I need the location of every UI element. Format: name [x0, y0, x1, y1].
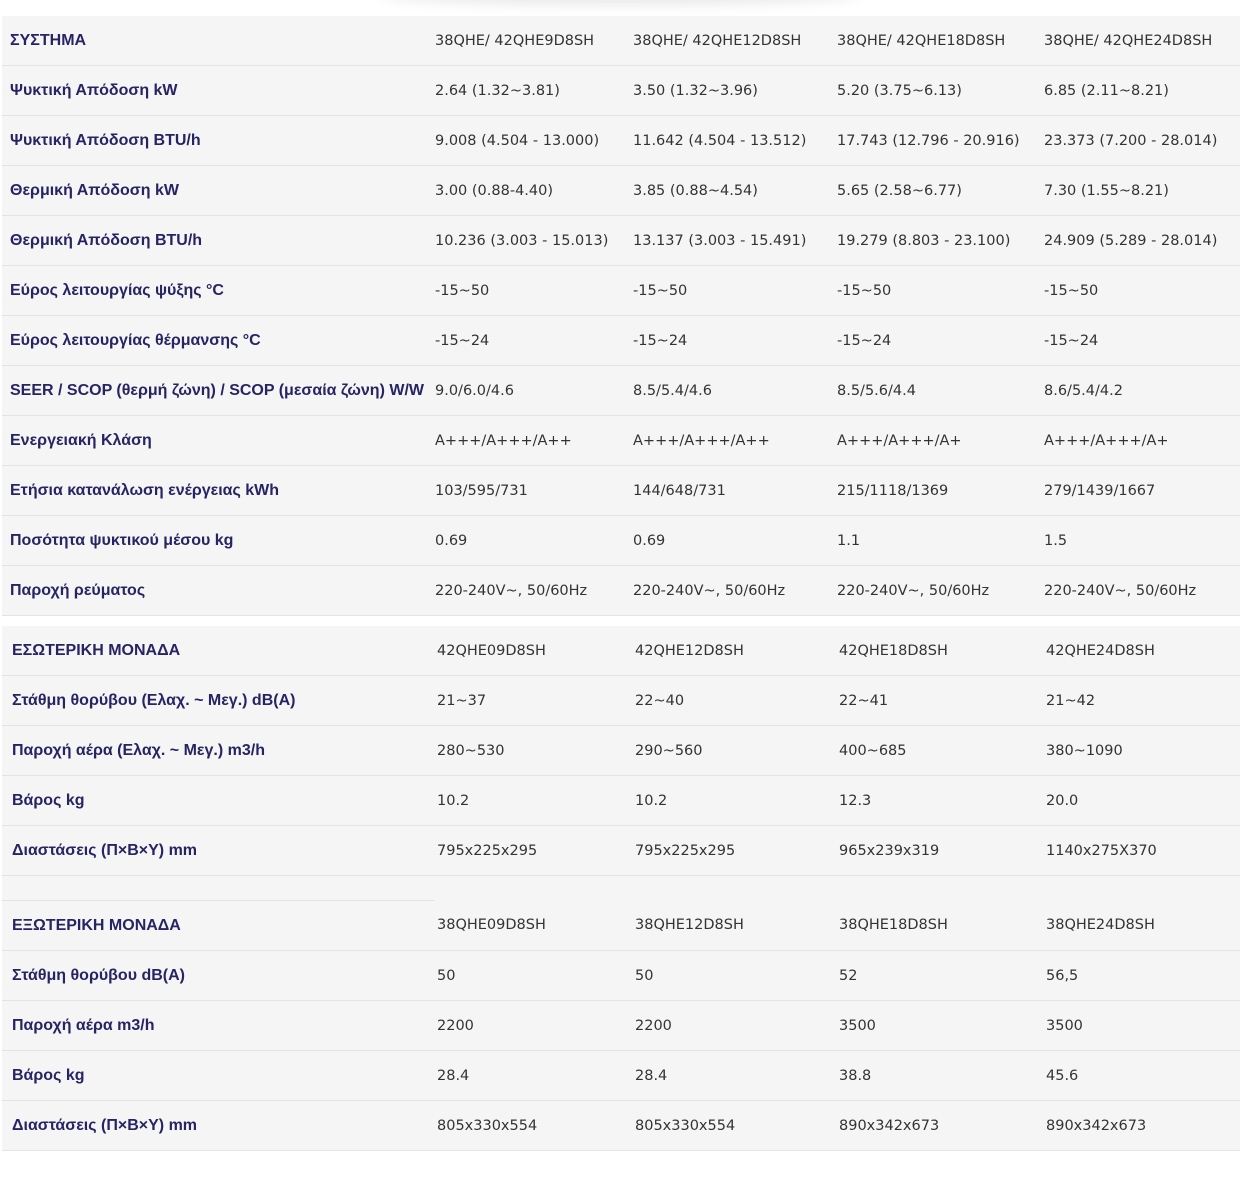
spec-value: 1140x275X370	[1044, 826, 1240, 876]
table-row	[2, 1051, 1240, 1101]
spec-value: 890x342x673	[1044, 1101, 1240, 1151]
model-cell: 38QHE24D8SH	[1044, 901, 1240, 951]
table-row	[2, 676, 1240, 726]
table-row	[2, 776, 1240, 826]
spec-value: 290~560	[633, 726, 837, 776]
specifications-table	[2, 16, 1240, 1151]
spec-value: 220-240V~, 50/60Hz	[837, 566, 1044, 616]
table-row	[2, 116, 1240, 166]
table-row	[2, 466, 1240, 516]
spec-value: 0.69	[435, 516, 633, 566]
table-row	[2, 951, 1240, 1001]
table-row	[2, 66, 1240, 116]
spec-value: 0.69	[633, 516, 837, 566]
spec-label: Στάθμη θορύβου (Ελαχ. ~ Μεγ.) dB(A)	[2, 676, 435, 726]
model-cell: 38QHE/ 42QHE18D8SH	[837, 16, 1044, 66]
spec-value: 22~41	[837, 676, 1044, 726]
table-row	[2, 416, 1240, 466]
spec-label: Διαστάσεις (Π×Β×Υ) mm	[2, 826, 435, 876]
spec-value: 3.50 (1.32~3.96)	[633, 66, 837, 116]
model-cell: 42QHE24D8SH	[1044, 626, 1240, 676]
spec-value: -15~50	[633, 266, 837, 316]
spec-value: -15~24	[837, 316, 1044, 366]
model-cell: 38QHE/ 42QHE9D8SH	[435, 16, 633, 66]
model-cell: 42QHE18D8SH	[837, 626, 1044, 676]
spec-label: Διαστάσεις (Π×Β×Υ) mm	[2, 1101, 435, 1151]
spec-value: 3.85 (0.88~4.54)	[633, 166, 837, 216]
table-row	[2, 1101, 1240, 1151]
spec-label: Παροχή αέρα (Ελαχ. ~ Μεγ.) m3/h	[2, 726, 435, 776]
spec-value: 38.8	[837, 1051, 1044, 1101]
spec-label: Εύρος λειτουργίας ψύξης °C	[2, 266, 435, 316]
indoor-header-row	[2, 626, 1240, 676]
spec-value: 3500	[1044, 1001, 1240, 1051]
spec-value: 22~40	[633, 676, 837, 726]
model-cell: 42QHE12D8SH	[633, 626, 837, 676]
spec-value: 23.373 (7.200 - 28.014)	[1044, 116, 1240, 166]
spec-label: Στάθμη θορύβου dB(A)	[2, 951, 435, 1001]
spec-value: 8.6/5.4/4.2	[1044, 366, 1240, 416]
spec-value: 19.279 (8.803 - 23.100)	[837, 216, 1044, 266]
spec-value: 2200	[435, 1001, 633, 1051]
spec-value: -15~50	[1044, 266, 1240, 316]
section-spacer	[2, 876, 1240, 901]
spec-value: 795x225x295	[633, 826, 837, 876]
table-row	[2, 316, 1240, 366]
system-header-row	[2, 16, 1240, 66]
table-row	[2, 826, 1240, 876]
spec-value: -15~24	[435, 316, 633, 366]
spec-value: 400~685	[837, 726, 1044, 776]
spec-value: 3.00 (0.88-4.40)	[435, 166, 633, 216]
spec-value: 280~530	[435, 726, 633, 776]
spec-value: 21~42	[1044, 676, 1240, 726]
spec-value: 5.20 (3.75~6.13)	[837, 66, 1044, 116]
spec-value: 1.5	[1044, 516, 1240, 566]
spec-label: Ποσότητα ψυκτικού μέσου kg	[2, 516, 435, 566]
spec-value: 5.65 (2.58~6.77)	[837, 166, 1044, 216]
section-title-outdoor: ΕΞΩΤΕΡΙΚΗ ΜΟΝΑΔΑ	[2, 901, 435, 951]
spec-value: 8.5/5.6/4.4	[837, 366, 1044, 416]
spec-value: 2.64 (1.32~3.81)	[435, 66, 633, 116]
spec-value: 50	[435, 951, 633, 1001]
spec-value: 965x239x319	[837, 826, 1044, 876]
table-row	[2, 516, 1240, 566]
spec-value: -15~50	[435, 266, 633, 316]
spec-value: 103/595/731	[435, 466, 633, 516]
spec-value: 6.85 (2.11~8.21)	[1044, 66, 1240, 116]
section-title-indoor: ΕΣΩΤΕΡΙΚΗ ΜΟΝΑΔΑ	[2, 626, 435, 676]
model-cell: 38QHE12D8SH	[633, 901, 837, 951]
spec-value: 805x330x554	[435, 1101, 633, 1151]
table-row	[2, 1001, 1240, 1051]
spec-value: 21~37	[435, 676, 633, 726]
spec-value: 279/1439/1667	[1044, 466, 1240, 516]
spec-value: 10.2	[633, 776, 837, 826]
spec-label: Παροχή αέρα m3/h	[2, 1001, 435, 1051]
spec-label: Θερμική Απόδοση BTU/h	[2, 216, 435, 266]
table-row	[2, 166, 1240, 216]
spec-value: A+++/A+++/A+	[837, 416, 1044, 466]
outdoor-header-row	[2, 901, 1240, 951]
spec-label: Ψυκτική Απόδοση kW	[2, 66, 435, 116]
spec-value: 20.0	[1044, 776, 1240, 826]
spec-value: 220-240V~, 50/60Hz	[435, 566, 633, 616]
spec-value: 52	[837, 951, 1044, 1001]
spec-value: 380~1090	[1044, 726, 1240, 776]
spec-value: 28.4	[633, 1051, 837, 1101]
spec-value: 7.30 (1.55~8.21)	[1044, 166, 1240, 216]
spec-label: Ετήσια κατανάλωση ενέργειας kWh	[2, 466, 435, 516]
model-cell: 42QHE09D8SH	[435, 626, 633, 676]
spec-value: -15~24	[1044, 316, 1240, 366]
spec-value: 9.008 (4.504 - 13.000)	[435, 116, 633, 166]
spec-value: A+++/A+++/A+	[1044, 416, 1240, 466]
spec-value: A+++/A+++/A++	[633, 416, 837, 466]
spec-value: 220-240V~, 50/60Hz	[1044, 566, 1240, 616]
spec-value: 56,5	[1044, 951, 1240, 1001]
section-gap	[2, 616, 1240, 627]
spec-value: 24.909 (5.289 - 28.014)	[1044, 216, 1240, 266]
spec-value: 220-240V~, 50/60Hz	[633, 566, 837, 616]
spec-value: -15~50	[837, 266, 1044, 316]
spec-value: 805x330x554	[633, 1101, 837, 1151]
spec-label: Εύρος λειτουργίας θέρμανσης °C	[2, 316, 435, 366]
spec-value: 10.236 (3.003 - 15.013)	[435, 216, 633, 266]
table-row	[2, 726, 1240, 776]
spec-value: 8.5/5.4/4.6	[633, 366, 837, 416]
spec-value: 215/1118/1369	[837, 466, 1044, 516]
spec-value: 2200	[633, 1001, 837, 1051]
spec-label: Θερμική Απόδοση kW	[2, 166, 435, 216]
spec-value: 28.4	[435, 1051, 633, 1101]
spec-value: 9.0/6.0/4.6	[435, 366, 633, 416]
spec-value: 144/648/731	[633, 466, 837, 516]
spec-value: 1.1	[837, 516, 1044, 566]
section-title-system: ΣΥΣΤΗΜΑ	[2, 16, 435, 66]
spec-label: Ενεργειακή Κλάση	[2, 416, 435, 466]
table-row	[2, 366, 1240, 416]
spec-label: SEER / SCOP (θερμή ζώνη) / SCOP (μεσαία ζώνη) W/W	[2, 366, 435, 416]
spec-value: 10.2	[435, 776, 633, 826]
model-cell: 38QHE/ 42QHE24D8SH	[1044, 16, 1240, 66]
spec-value: 890x342x673	[837, 1101, 1044, 1151]
model-cell: 38QHE18D8SH	[837, 901, 1044, 951]
model-cell: 38QHE09D8SH	[435, 901, 633, 951]
spec-label: Βάρος kg	[2, 1051, 435, 1101]
model-cell: 38QHE/ 42QHE12D8SH	[633, 16, 837, 66]
spec-label: Ψυκτική Απόδοση BTU/h	[2, 116, 435, 166]
spec-label: Βάρος kg	[2, 776, 435, 826]
table-row	[2, 216, 1240, 266]
spec-value: -15~24	[633, 316, 837, 366]
spec-label: Παροχή ρεύματος	[2, 566, 435, 616]
spec-value: 45.6	[1044, 1051, 1240, 1101]
spec-value: 17.743 (12.796 - 20.916)	[837, 116, 1044, 166]
table-row	[2, 566, 1240, 616]
spec-value: A+++/A+++/A++	[435, 416, 633, 466]
spec-value: 3500	[837, 1001, 1044, 1051]
spec-value: 11.642 (4.504 - 13.512)	[633, 116, 837, 166]
spec-value: 795x225x295	[435, 826, 633, 876]
spec-value: 50	[633, 951, 837, 1001]
spec-value: 13.137 (3.003 - 15.491)	[633, 216, 837, 266]
spec-value: 12.3	[837, 776, 1044, 826]
table-row	[2, 266, 1240, 316]
